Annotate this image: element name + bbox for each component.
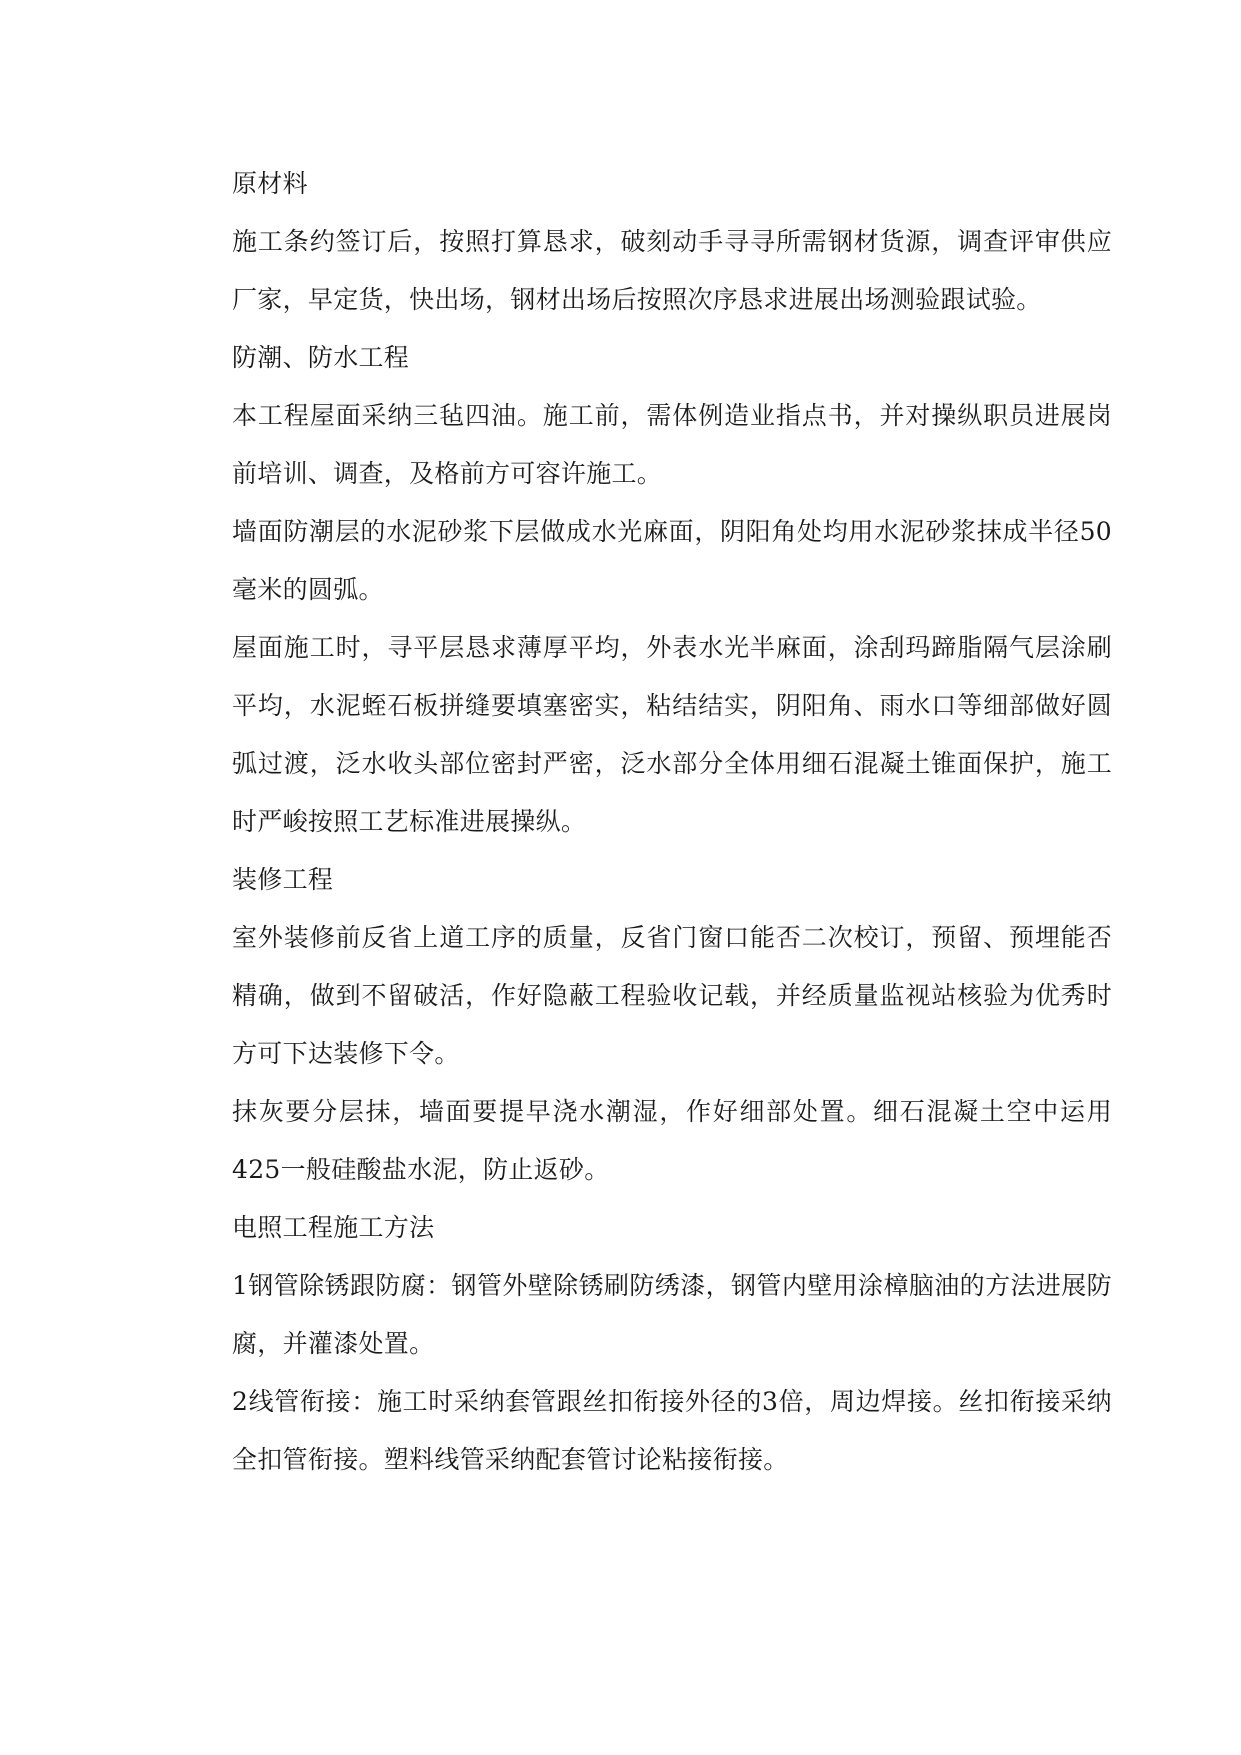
document-body bbox=[232, 155, 1112, 1489]
paragraph-exterior-decoration: 室外装修前反省上道工序的质量，反省门窗口能否二次校订，预留、预埋能否精确，做到不留破活，作好隐蔽工程验收记载，并经质量监视站核验为优秀时方可下达装修下令。 bbox=[232, 923, 1112, 1068]
heading-raw-materials: 原材料 bbox=[232, 169, 308, 198]
heading-decoration: 装修工程 bbox=[232, 865, 334, 894]
paragraph-plastering: 抹灰要分层抹，墙面要提早浇水潮湿，作好细部处置。细石混凝土空中运用425一般硅酸盐水泥，防止返砂。 bbox=[232, 1097, 1112, 1184]
heading-electrical-methods: 电照工程施工方法 bbox=[232, 1213, 435, 1242]
paragraph-roof-construction: 屋面施工时，寻平层恳求薄厚平均，外表水光半麻面，涂刮玛蹄脂隔气层涂刷平均，水泥蛭石板拼缝要填塞密实，粘结结实，阴阳角、雨水口等细部做好圆弧过渡，泛水收头部位密封严密，泛水部分全体用细石混凝土锥面保护，施工时严峻按照工艺标准进展操纵。 bbox=[232, 633, 1112, 836]
paragraph-steel-pipe-anticorrosion: 1钢管除锈跟防腐：钢管外壁除锈刷防绣漆，钢管内壁用涂樟脑油的方法进展防腐，并灌漆处置。 bbox=[232, 1271, 1112, 1358]
heading-waterproofing: 防潮、防水工程 bbox=[232, 343, 410, 372]
paragraph-conduit-connection: 2线管衔接：施工时采纳套管跟丝扣衔接外径的3倍，周边焊接。丝扣衔接采纳全扣管衔接。塑料线管采纳配套管讨论粘接衔接。 bbox=[232, 1387, 1112, 1474]
paragraph-roof-membrane: 本工程屋面采纳三毡四油。施工前，需体例造业指点书，并对操纵职员进展岗前培训、调查，及格前方可容许施工。 bbox=[232, 401, 1112, 488]
paragraph-steel-procurement: 施工条约签订后，按照打算恳求，破刻动手寻寻所需钢材货源，调查评审供应厂家，早定货，快出场，钢材出场后按照次序恳求进展出场测验跟试验。 bbox=[232, 227, 1112, 314]
paragraph-wall-damp-proof: 墙面防潮层的水泥砂浆下层做成水光麻面，阴阳角处均用水泥砂浆抹成半径50毫米的圆弧。 bbox=[232, 517, 1112, 604]
